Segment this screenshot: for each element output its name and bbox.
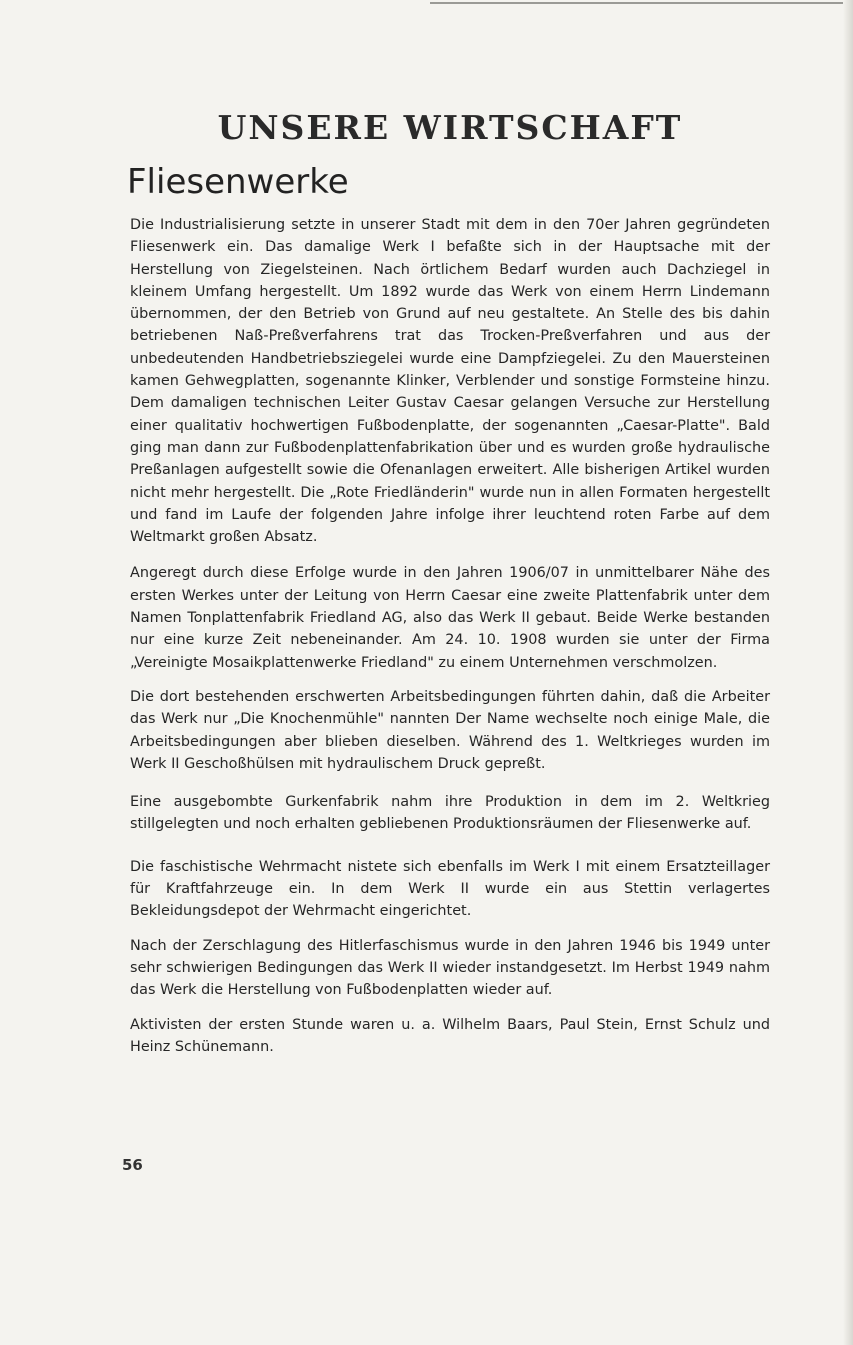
top-rule — [430, 2, 853, 4]
paragraph-5: Die faschistische Wehrmacht nistete sich ebenfalls im Werk I mit einem Ersatzteillager für Kraftfahrzeuge ein. In dem Werk II wurde ein aus Stettin verlagertes Bekleidungsdepot der Wehrmacht eingerichtet. — [130, 858, 770, 920]
article-body — [130, 214, 770, 1058]
paragraph-7: Aktivisten der ersten Stunde waren u. a. Wilhelm Baars, Paul Stein, Ernst Schulz und Heinz Schünemann. — [130, 1016, 770, 1055]
paragraph-6: Nach der Zerschlagung des Hitlerfaschismus wurde in den Jahren 1946 bis 1949 unter sehr schwierigen Bedingungen das Werk II wieder instandgesetzt. Im Herbst 1949 nahm das Werk die Herstellung von Fußbodenplatten wieder auf. — [130, 937, 770, 999]
paragraph-2: Angeregt durch diese Erfolge wurde in den Jahren 1906/07 in unmittelbarer Nähe des ersten Werkes unter der Leitung von Herrn Caesar eine zweite Plattenfabrik unter dem Namen Tonplattenfabrik Friedland AG, also das Werk II gebaut. Beide Werke bestanden nur eine kurze Zeit nebeneinander. Am 24. 10. 1908 wurden sie unter der Firma „Vereinigte Mosaikplattenwerke Friedland" zu einem Unternehmen verschmolzen. — [130, 565, 770, 671]
page-number: 56 — [122, 1156, 143, 1174]
page-edge-shadow — [843, 0, 853, 1345]
paragraph-3: Die dort bestehenden erschwerten Arbeitsbedingungen führten dahin, daß die Arbeiter das Werk nur „Die Knochenmühle" nannten Der Name wechselte noch einige Male, die Arbeitsbedingungen aber blieben dieselben. Während des 1. Weltkrieges wurden im Werk II Geschoßhülsen mit hydraulischem Druck gepreßt. — [130, 688, 770, 772]
article-headline: Fliesenwerke — [127, 162, 349, 202]
paragraph-1: Die Industrialisierung setzte in unserer Stadt mit dem in den 70er Jahren gegründeten Fliesenwerk ein. Das damalige Werk I befaßte sich in der Hauptsache mit der Herstellung von Ziegelsteinen. Nach örtlichem Bedarf wurden auch Dachziegel in kleinem Umfang hergestellt. Um 1892 wurde das Werk von einem Herrn Lindemann übernommen, der den Betrieb von Grund auf neu gestaltete. An Stelle des bis dahin betriebenen Naß-Preßverfahrens trat das Trocken-Preßverfahren und aus der unbedeutenden Handbetriebsziegelei wurde eine Dampfziegelei. Zu den Mauersteinen kamen Gehwegplatten, sogenannte Klinker, Verblender und sonstige Formsteine hinzu. Dem damaligen technischen Leiter Gustav Caesar gelangen Versuche zur Herstellung einer qualitativ hochwertigen Fußbodenplatte, der sogenannten „Caesar-Platte". Bald ging man dann zur Fußbodenplattenfabrikation über und es wurden große hydraulische Preßanlagen aufgestellt sowie die Ofenanlagen erweitert. Alle bisherigen Artikel wurden nicht mehr hergestellt. Die „Rote Friedländerin" wurde nun in allen Formaten hergestellt und fand im Laufe der folgenden Jahre infolge ihrer leuchtend roten Farbe auf dem Weltmarkt großen Absatz. — [130, 217, 770, 546]
paragraph-4: Eine ausgebombte Gurkenfabrik nahm ihre Produktion in dem im 2. Weltkrieg stillgelegten und noch erhalten gebliebenen Produktionsräumen der Fliesenwerke auf. — [130, 794, 770, 833]
section-title: UNSERE WIRTSCHAFT — [217, 108, 683, 147]
